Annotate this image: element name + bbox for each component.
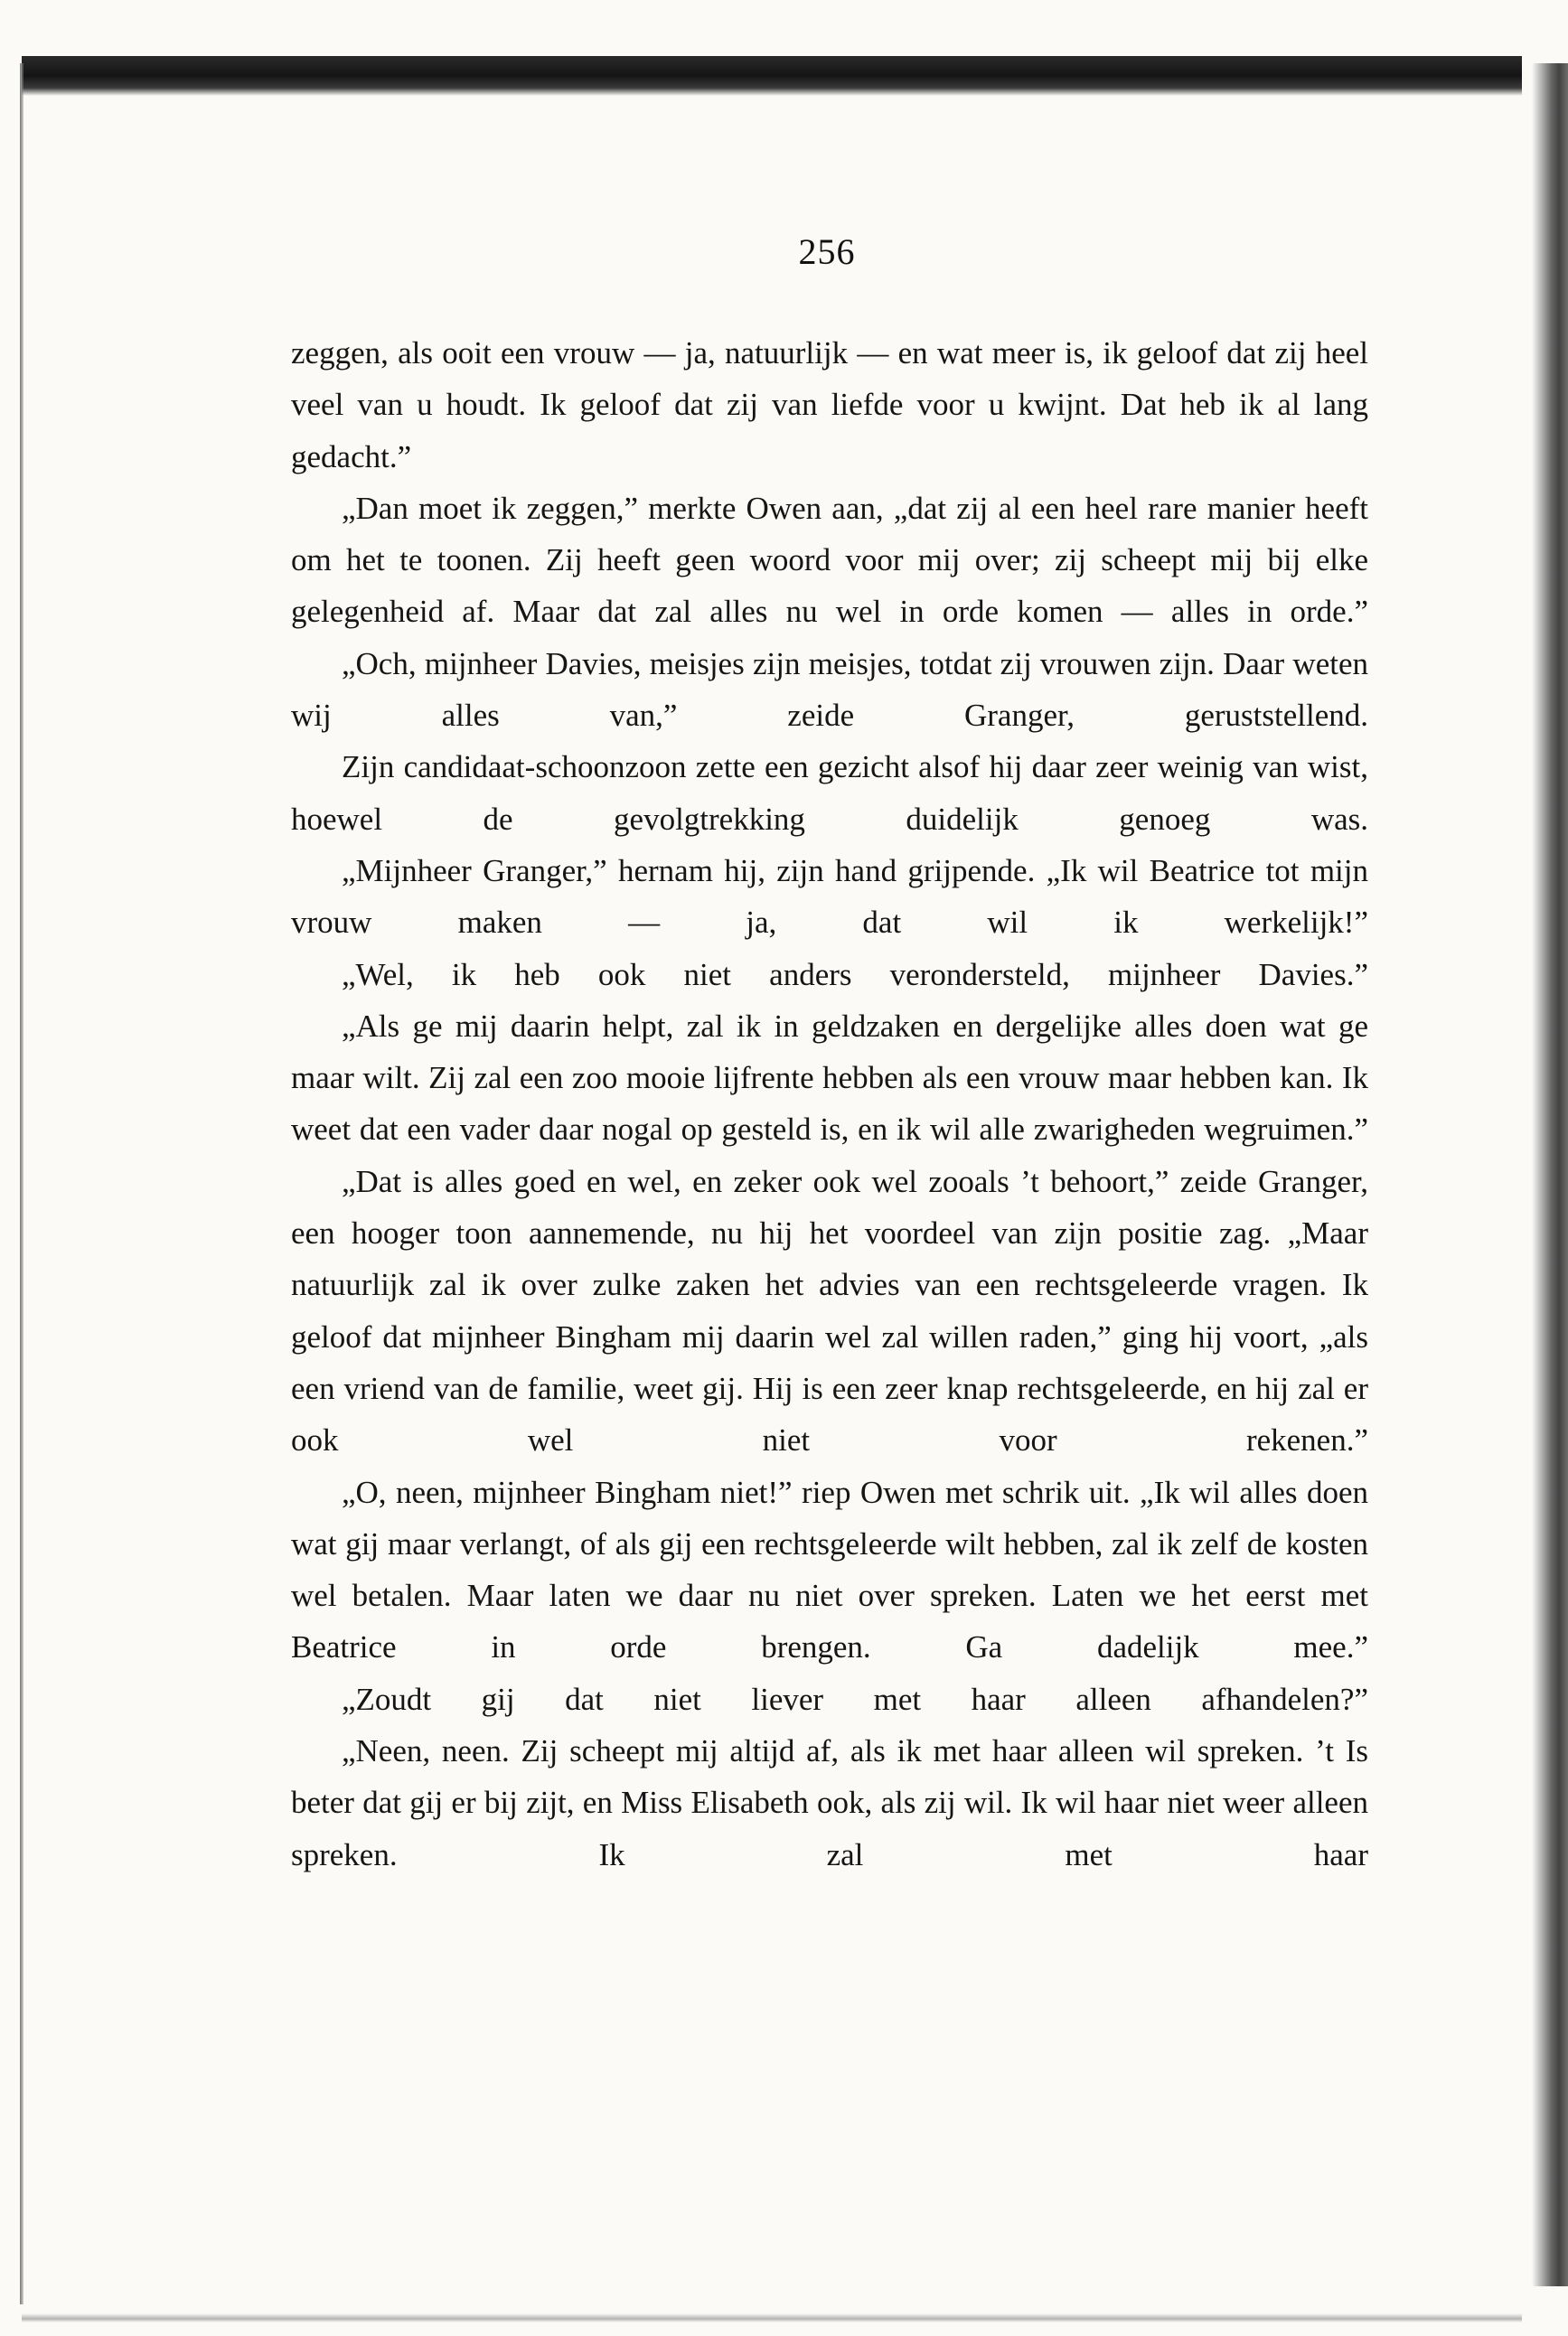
- paragraph: „Mijnheer Granger,” hernam hij, zijn hand grijpende. „Ik wil Beatrice tot mijn vrouw maken — ja, dat wil ik werkelijk!”: [291, 852, 1368, 941]
- paragraph: „Och, mijnheer Davies, meisjes zijn meisjes, totdat zij vrouwen zijn. Daar weten wij alles van,” zeide Granger, geruststellend.: [291, 645, 1368, 734]
- paragraph: „Als ge mij daarin helpt, zal ik in geldzaken en dergelijke alles doen wat ge maar wilt. Zij zal een zoo mooie lijfrente hebben als een vrouw maar hebben kan. Ik weet dat een vader daar nogal op gesteld is, en ik wil alle zwarigheden wegruimen.”: [291, 1008, 1368, 1148]
- scan-edge-right: [1532, 63, 1568, 2286]
- paragraph: „Wel, ik heb ook niet anders verondersteld, mijnheer Davies.”: [342, 956, 1368, 992]
- paragraph-continuation: zeggen, als ooit een vrouw — ja, natuurlijk — en wat meer is, ik geloof dat zij heel veel van u houdt. Ik geloof dat zij van liefde voor u kwijnt. Dat heb ik al lang gedacht.”: [291, 335, 1368, 474]
- paragraph: „Dat is alles goed en wel, en zeker ook wel zooals ’t behoort,” zeide Granger, een hooger toon aannemende, nu hij het voordeel van zijn positie zag. „Maar natuurlijk zal ik over zulke zaken het advies van een rechtsgeleerde vragen. Ik geloof dat mijnheer Bingham mij daarin wel zal willen raden,” ging hij voort, „als een vriend van de familie, weet gij. Hij is een zeer knap rechtsgeleerde, en hij zal er ook wel niet voor rekenen.”: [291, 1163, 1368, 1459]
- page-number: 256: [798, 231, 856, 272]
- paragraph: Zijn candidaat-schoonzoon zette een gezicht alsof hij daar zeer weinig van wist, hoewel de gevolgtrekking duidelijk genoeg was.: [291, 749, 1368, 837]
- paragraph: „Dan moet ik zeggen,” merkte Owen aan, „dat zij al een heel rare manier heeft om het te toonen. Zij heeft geen woord voor mij over; zij scheept mij bij elke gelegenheid af. Maar dat zal alles nu wel in orde komen — alles in orde.”: [291, 490, 1368, 630]
- scan-edge-left: [20, 63, 23, 2304]
- paragraph: „O, neen, mijnheer Bingham niet!” riep Owen met schrik uit. „Ik wil alles doen wat gij maar verlangt, of als gij een rechtsgeleerde wilt hebben, zal ik zelf de kosten wel betalen. Maar laten we daar nu niet over spreken. Laten we het eerst met Beatrice in orde brengen. Ga dadelijk mee.”: [291, 1474, 1368, 1665]
- scan-edge-top: [22, 56, 1522, 96]
- scan-edge-bottom: [22, 2313, 1522, 2322]
- body-text: [291, 327, 1368, 1881]
- paragraph-continued-next-page: „Neen, neen. Zij scheept mij altijd af, als ik met haar alleen wil spreken. ’t Is beter dat gij er bij zijt, en Miss Elisabeth ook, als zij wil. Ik wil haar niet weer alleen spreken. Ik zal met haar: [291, 1733, 1368, 1872]
- paragraph: „Zoudt gij dat niet liever met haar alleen afhandelen?”: [342, 1681, 1368, 1717]
